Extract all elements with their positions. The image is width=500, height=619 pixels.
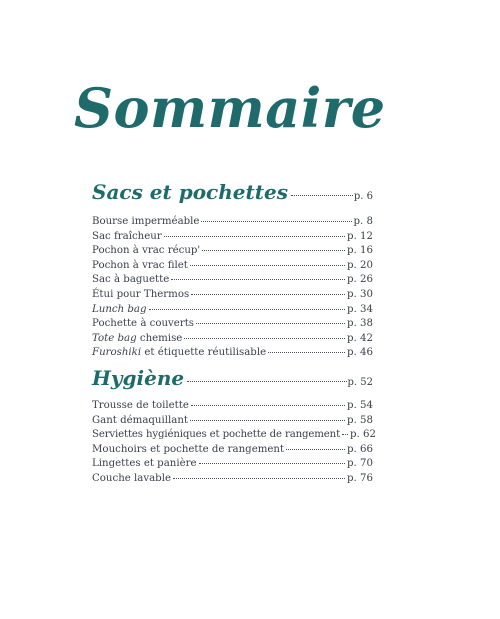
toc-section-sacs [92, 180, 373, 361]
entry-label: Lunch bag [92, 303, 147, 315]
dot-leader [199, 462, 346, 464]
dot-leader [190, 264, 345, 266]
dot-leader [191, 293, 345, 295]
dot-leader [191, 404, 345, 406]
entry-page: p. 46 [347, 347, 373, 359]
entry-label-italic: Tote bag [92, 332, 137, 344]
toc-entry [92, 288, 373, 303]
entry-label: Étui pour Thermos [92, 288, 190, 300]
entry-page: p. 58 [347, 414, 373, 426]
dot-leader [268, 351, 345, 353]
entry-page: p. 66 [347, 443, 373, 455]
section-page: p. 6 [353, 191, 373, 202]
entry-label: Sac à baguette [92, 274, 170, 286]
entry-page: p. 54 [347, 400, 373, 411]
section-title: Hygiène [92, 366, 185, 390]
toc-entry [92, 399, 373, 414]
entry-page: p. 30 [347, 288, 373, 300]
entry-label: Pochon à vrac filet [92, 259, 188, 271]
toc-entry [92, 457, 373, 472]
toc-entry [92, 443, 373, 458]
page-title: Sommaire [74, 76, 386, 140]
entry-label: Bourse imperméable [92, 216, 200, 227]
entry-label [92, 346, 267, 361]
dot-leader [184, 337, 345, 339]
entry-page: p. 38 [347, 318, 373, 330]
entry-label: Trousse de toilette [92, 400, 189, 411]
entry-label: Pochon à vrac récup' [92, 245, 201, 257]
dot-leader [171, 278, 345, 280]
entry-label: Sac fraîcheur [92, 230, 162, 242]
entry-page: p. 76 [347, 472, 373, 484]
toc-entry [92, 472, 373, 487]
toc-entry [92, 273, 373, 288]
entry-label-rest: chemise [136, 332, 183, 344]
dot-leader [187, 380, 346, 382]
entry-page: p. 12 [347, 230, 373, 242]
entry-page: p. 42 [347, 332, 373, 344]
dot-leader [173, 477, 345, 479]
entry-label-italic: Furoshiki [92, 347, 142, 359]
entry-page: p. 8 [353, 216, 373, 227]
entry-label: Serviettes hygiéniques et pochette de rangement [92, 429, 341, 441]
dot-leader [202, 249, 345, 251]
entry-label-rest: et étiquette réutilisable [141, 347, 267, 359]
entry-label: Lingettes et panière [92, 458, 197, 470]
dot-leader [286, 448, 345, 450]
dot-leader [149, 308, 346, 310]
entry-page: p. 16 [347, 245, 373, 257]
section-entries [92, 215, 373, 361]
dot-leader [196, 322, 345, 324]
entry-label [92, 332, 183, 347]
dot-leader [201, 220, 351, 222]
entry-label: Mouchoirs et pochette de rangement [92, 443, 285, 455]
toc-entry [92, 215, 373, 230]
entry-page: p. 34 [347, 303, 373, 315]
entry-label: Pochette à couverts [92, 318, 195, 330]
toc-entry [92, 428, 376, 443]
section-page: p. 52 [347, 377, 373, 388]
dot-leader [342, 433, 348, 435]
dot-leader [164, 235, 345, 237]
toc-entry [92, 414, 373, 429]
entry-page: p. 26 [347, 274, 373, 286]
entry-page: p. 62 [350, 429, 376, 441]
toc-entry [92, 244, 373, 259]
toc-entry [92, 303, 373, 318]
section-entries [92, 399, 376, 487]
dot-leader [190, 419, 345, 421]
section-title: Sacs et pochettes [92, 180, 288, 204]
entry-page: p. 70 [347, 458, 373, 470]
toc-entry [92, 230, 373, 245]
entry-label: Gant démaquillant [92, 414, 188, 426]
entry-label: Couche lavable [92, 472, 171, 484]
entry-page: p. 20 [347, 259, 373, 271]
section-heading [92, 180, 373, 206]
dot-leader [291, 194, 353, 196]
toc-entry [92, 317, 373, 332]
toc-entry [92, 332, 373, 347]
toc-entry [92, 346, 373, 361]
toc-entry [92, 259, 373, 274]
toc-section-hygiene [92, 366, 376, 487]
section-heading [92, 366, 373, 392]
